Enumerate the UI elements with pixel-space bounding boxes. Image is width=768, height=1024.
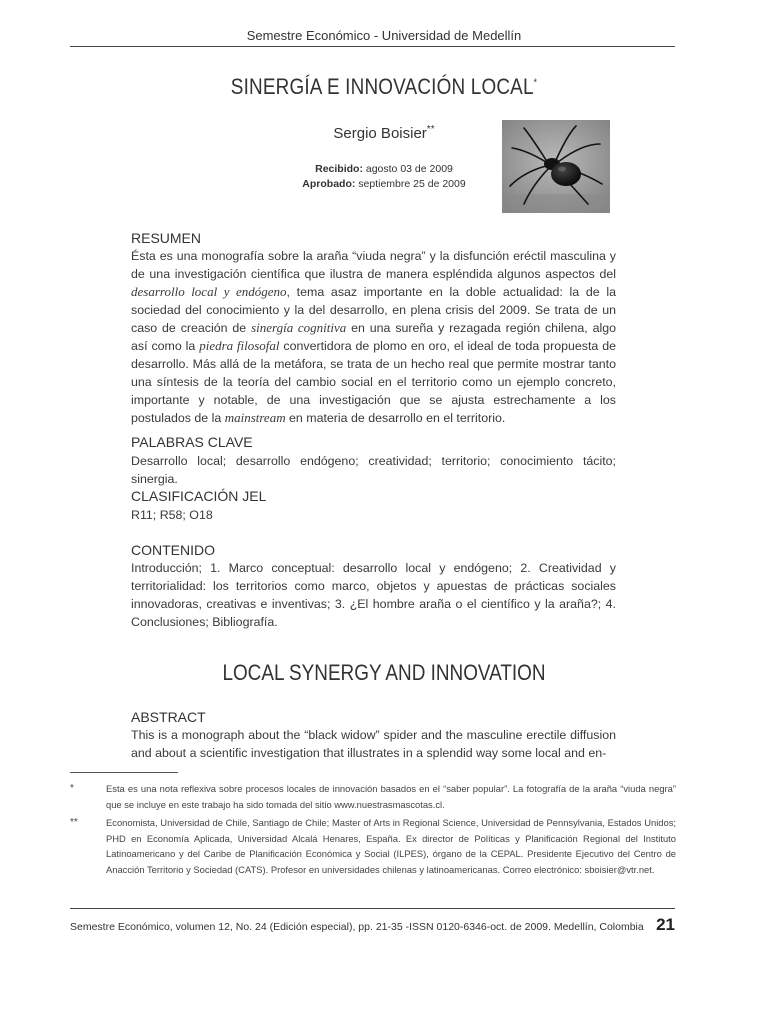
contenido-heading: CONTENIDO: [131, 542, 215, 558]
footnote-mark-2: **: [70, 817, 78, 828]
author-name: [0, 124, 768, 142]
header-rule: [70, 46, 675, 47]
palabras-clave-heading: PALABRAS CLAVE: [131, 434, 253, 450]
jel-text: R11; R58; O18: [131, 508, 213, 522]
abstract-heading: ABSTRACT: [131, 709, 206, 725]
emphasis-desarrollo: desarrollo local y endógeno: [131, 284, 287, 299]
jel-heading: CLASIFICACIÓN JEL: [131, 488, 267, 504]
english-title: LOCAL SYNERGY AND INNOVATION: [222, 660, 546, 685]
approved-line: Aprobado: septiembre 25 de 2009: [302, 178, 466, 190]
running-head: Semestre Económico - Universidad de Medellín: [246, 28, 522, 43]
footnote-rule: [70, 772, 178, 773]
article-title: [54, 74, 714, 100]
article-dates: [0, 162, 768, 192]
footnote-2: Economista, Universidad de Chile, Santiago de Chile; Master of Arts in Regional Science, Universidad de Pennsylvania, Estados Unidos; PHD en Economía Aplicada, Universidad Alcalá Henares, España. Ex director de Políticas y Planificación Regional del Instituto Latinoamericano y del Caribe de Planificación Económica y Social (ILPES), órgano de la CEPAL. Presidente Ejecutivo del Centro de Anacción Territorio y Sociedad (CATS). Profesor en universidades chilenas y latinoamericanas. Correo electrónico: sboisier@vtr.net.: [106, 817, 676, 875]
footer-citation: Semestre Económico, volumen 12, No. 24 (Edición especial), pp. 21-35 -ISSN 0120-6346-oct. de 2009. Medellín, Colombia: [70, 921, 644, 933]
title-text: SINERGÍA E INNOVACIÓN LOCAL: [230, 74, 534, 99]
abstract-text: This is a monograph about the “black widow” spider and the masculine erectile diffusion and about a scientific investigation that illustrates in a splendid way some local and en-: [131, 728, 616, 760]
palabras-clave-text: Desarrollo local; desarrollo endógeno; creatividad; territorio; conocimiento tácito; sinergia.: [131, 454, 616, 486]
page-footer: [70, 915, 675, 935]
author-footnote-mark: **: [426, 124, 435, 135]
emphasis-sinergia: sinergía cognitiva: [251, 320, 347, 335]
author-text: Sergio Boisier: [333, 125, 427, 142]
received-line: Recibido: agosto 03 de 2009: [315, 163, 453, 175]
footnote-mark-1: *: [70, 783, 74, 794]
resumen-heading: RESUMEN: [131, 230, 202, 246]
footnote-1: Esta es una nota reflexiva sobre procesos locales de innovación basados en el “saber popular”. La fotografía de la araña “viuda negra” que se incluye en este trabajo ha sido tomada del sitio www.nuestrasmascotas.cl.: [106, 783, 676, 810]
footer-rule: [70, 908, 675, 909]
emphasis-mainstream: mainstream: [224, 410, 286, 425]
emphasis-piedra: piedra filosofal: [199, 338, 280, 353]
page-number: 21: [656, 915, 675, 934]
title-footnote-mark: *: [533, 77, 538, 89]
resumen-text: Ésta es una monografía sobre la araña “viuda negra” y la disfunción eréctil masculina y de una investigación científica que ilustra de manera espléndida algunos aspectos del desarrollo local y endógeno, tema asaz importante en la doble actualidad: la de la sociedad del conocimiento y la del desarrollo, en plena crisis del 2009. Se trata de un caso de creación de sinergía cognitiva en una sureña y rezagada región chilena, algo así como la piedra filosofal convertidora de plomo en oro, el ideal de toda propuesta de desarrollo. Más allá de la metáfora, se trata de un hecho real que permite mostrar tanto una síntesis de la teoría del cambio social en el territorio como un ejemplo concreto, importante y notable, de una investigación que se ajusta estrechamente a los postulados de la mainstream en materia de desarrollo en el territorio.: [131, 249, 617, 425]
contenido-text: Introducción; 1. Marco conceptual: desarrollo local y endógeno; 2. Creatividad y territorialidad: los territorios como marco, objetos y apuestas de prácticas sociales innovadoras, creativas e inventivas; 3. ¿El hombre araña o el científico y la araña?; 4. Conclusiones; Bibliografía.: [131, 561, 616, 629]
spider-photo: [502, 120, 610, 213]
